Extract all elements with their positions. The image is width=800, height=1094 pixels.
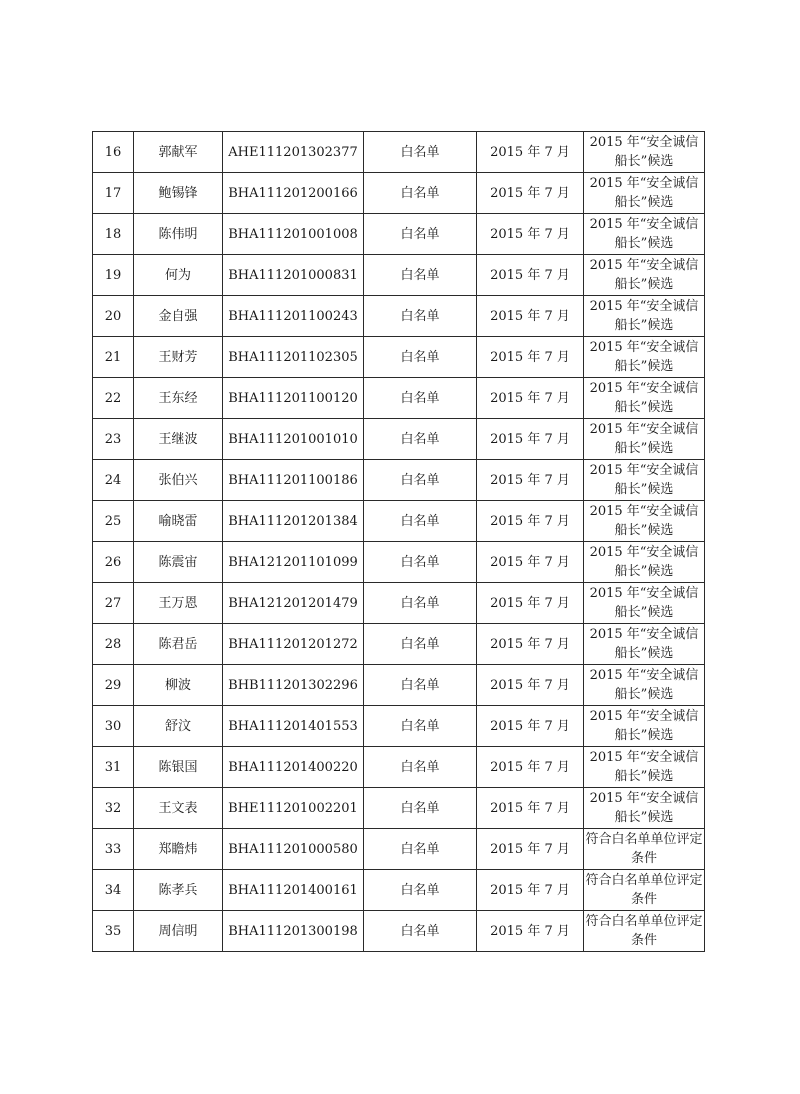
date-cell: 2015 年 7 月 [477,706,584,747]
remark-cell: 2015 年“安全诚信船长”候选 [584,419,705,460]
name-cell: 柳波 [134,665,223,706]
list-type-cell: 白名单 [364,296,477,337]
remark-cell: 符合白名单单位评定条件 [584,829,705,870]
certificate-id-cell: BHA111201100243 [223,296,364,337]
table-row [93,173,705,214]
date-cell: 2015 年 7 月 [477,788,584,829]
row-number-cell: 16 [93,132,134,173]
name-cell: 陈震宙 [134,542,223,583]
row-number-cell: 19 [93,255,134,296]
list-type-cell: 白名单 [364,747,477,788]
date-cell: 2015 年 7 月 [477,419,584,460]
table-row [93,788,705,829]
list-type-cell: 白名单 [364,665,477,706]
name-cell: 王东经 [134,378,223,419]
row-number-cell: 22 [93,378,134,419]
date-cell: 2015 年 7 月 [477,460,584,501]
remark-cell: 2015 年“安全诚信船长”候选 [584,460,705,501]
remark-cell: 2015 年“安全诚信船长”候选 [584,214,705,255]
row-number-cell: 29 [93,665,134,706]
remark-cell: 2015 年“安全诚信船长”候选 [584,255,705,296]
list-type-cell: 白名单 [364,706,477,747]
row-number-cell: 26 [93,542,134,583]
row-number-cell: 33 [93,829,134,870]
remark-cell: 2015 年“安全诚信船长”候选 [584,542,705,583]
table-row [93,870,705,911]
table-row [93,378,705,419]
remark-cell: 符合白名单单位评定条件 [584,911,705,952]
remark-cell: 2015 年“安全诚信船长”候选 [584,665,705,706]
name-cell: 鲍锡锋 [134,173,223,214]
remark-cell: 2015 年“安全诚信船长”候选 [584,583,705,624]
row-number-cell: 27 [93,583,134,624]
certificate-id-cell: BHA111201200166 [223,173,364,214]
name-cell: 陈君岳 [134,624,223,665]
remark-cell: 符合白名单单位评定条件 [584,870,705,911]
certificate-id-cell: BHA111201000580 [223,829,364,870]
certificate-id-cell: BHA111201100186 [223,460,364,501]
row-number-cell: 23 [93,419,134,460]
remark-cell: 2015 年“安全诚信船长”候选 [584,788,705,829]
date-cell: 2015 年 7 月 [477,583,584,624]
whitelist-table [92,131,705,952]
row-number-cell: 18 [93,214,134,255]
row-number-cell: 17 [93,173,134,214]
list-type-cell: 白名单 [364,911,477,952]
list-type-cell: 白名单 [364,583,477,624]
certificate-id-cell: BHA111201401553 [223,706,364,747]
certificate-id-cell: BHA111201102305 [223,337,364,378]
date-cell: 2015 年 7 月 [477,624,584,665]
list-type-cell: 白名单 [364,173,477,214]
remark-cell: 2015 年“安全诚信船长”候选 [584,296,705,337]
name-cell: 舒汶 [134,706,223,747]
remark-cell: 2015 年“安全诚信船长”候选 [584,173,705,214]
table-row [93,460,705,501]
name-cell: 郭献军 [134,132,223,173]
certificate-id-cell: BHA111201201272 [223,624,364,665]
name-cell: 郑瞻炜 [134,829,223,870]
list-type-cell: 白名单 [364,460,477,501]
remark-cell: 2015 年“安全诚信船长”候选 [584,706,705,747]
date-cell: 2015 年 7 月 [477,214,584,255]
date-cell: 2015 年 7 月 [477,296,584,337]
list-type-cell: 白名单 [364,214,477,255]
table-row [93,665,705,706]
certificate-id-cell: BHA111201100120 [223,378,364,419]
table-row [93,296,705,337]
name-cell: 张伯兴 [134,460,223,501]
certificate-id-cell: BHA111201400220 [223,747,364,788]
name-cell: 王财芳 [134,337,223,378]
remark-cell: 2015 年“安全诚信船长”候选 [584,337,705,378]
certificate-id-cell: BHA121201101099 [223,542,364,583]
name-cell: 喻晓雷 [134,501,223,542]
table-row [93,501,705,542]
name-cell: 何为 [134,255,223,296]
date-cell: 2015 年 7 月 [477,255,584,296]
date-cell: 2015 年 7 月 [477,870,584,911]
table-row [93,624,705,665]
row-number-cell: 35 [93,911,134,952]
list-type-cell: 白名单 [364,542,477,583]
list-type-cell: 白名单 [364,829,477,870]
table-row [93,255,705,296]
remark-cell: 2015 年“安全诚信船长”候选 [584,501,705,542]
table-row [93,583,705,624]
row-number-cell: 25 [93,501,134,542]
table-row [93,911,705,952]
name-cell: 金自强 [134,296,223,337]
date-cell: 2015 年 7 月 [477,378,584,419]
date-cell: 2015 年 7 月 [477,542,584,583]
list-type-cell: 白名单 [364,337,477,378]
table-row [93,542,705,583]
date-cell: 2015 年 7 月 [477,829,584,870]
name-cell: 陈银国 [134,747,223,788]
list-type-cell: 白名单 [364,501,477,542]
remark-cell: 2015 年“安全诚信船长”候选 [584,378,705,419]
row-number-cell: 24 [93,460,134,501]
list-type-cell: 白名单 [364,624,477,665]
remark-cell: 2015 年“安全诚信船长”候选 [584,624,705,665]
certificate-id-cell: BHE111201002201 [223,788,364,829]
row-number-cell: 31 [93,747,134,788]
list-type-cell: 白名单 [364,788,477,829]
table-row [93,706,705,747]
row-number-cell: 28 [93,624,134,665]
date-cell: 2015 年 7 月 [477,337,584,378]
remark-cell: 2015 年“安全诚信船长”候选 [584,747,705,788]
date-cell: 2015 年 7 月 [477,747,584,788]
table-row [93,337,705,378]
table-row [93,419,705,460]
remark-cell: 2015 年“安全诚信船长”候选 [584,132,705,173]
date-cell: 2015 年 7 月 [477,911,584,952]
row-number-cell: 32 [93,788,134,829]
name-cell: 陈孝兵 [134,870,223,911]
name-cell: 陈伟明 [134,214,223,255]
date-cell: 2015 年 7 月 [477,173,584,214]
certificate-id-cell: BHA111201001008 [223,214,364,255]
row-number-cell: 30 [93,706,134,747]
date-cell: 2015 年 7 月 [477,665,584,706]
certificate-id-cell: BHA121201201479 [223,583,364,624]
name-cell: 周信明 [134,911,223,952]
certificate-id-cell: BHA111201300198 [223,911,364,952]
date-cell: 2015 年 7 月 [477,501,584,542]
name-cell: 王继波 [134,419,223,460]
table-row [93,214,705,255]
list-type-cell: 白名单 [364,378,477,419]
certificate-id-cell: AHE111201302377 [223,132,364,173]
table-row [93,829,705,870]
certificate-id-cell: BHA111201000831 [223,255,364,296]
table-row [93,132,705,173]
list-type-cell: 白名单 [364,132,477,173]
certificate-id-cell: BHA111201400161 [223,870,364,911]
certificate-id-cell: BHB111201302296 [223,665,364,706]
certificate-id-cell: BHA111201201384 [223,501,364,542]
list-type-cell: 白名单 [364,419,477,460]
list-type-cell: 白名单 [364,255,477,296]
table-body [93,132,705,952]
date-cell: 2015 年 7 月 [477,132,584,173]
row-number-cell: 20 [93,296,134,337]
name-cell: 王文表 [134,788,223,829]
table-row [93,747,705,788]
certificate-id-cell: BHA111201001010 [223,419,364,460]
row-number-cell: 21 [93,337,134,378]
name-cell: 王万恩 [134,583,223,624]
row-number-cell: 34 [93,870,134,911]
list-type-cell: 白名单 [364,870,477,911]
